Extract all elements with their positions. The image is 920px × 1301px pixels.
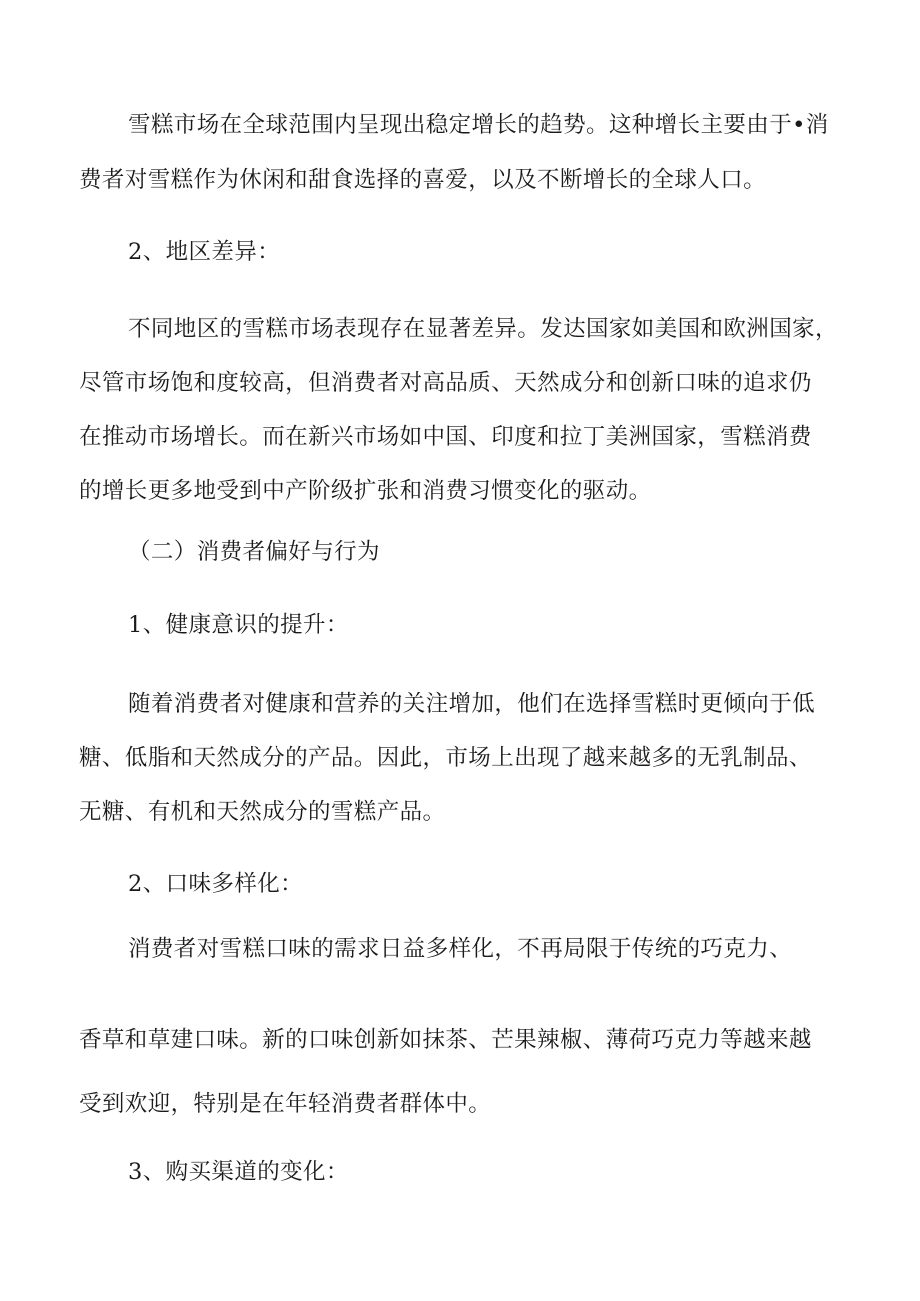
paragraph-regional-line-4: 的增长更多地受到中产阶级扩张和消费习惯变化的驱动。: [79, 478, 652, 504]
paragraph-market-growth-line-2: 费者对雪糕作为休闲和甜食选择的喜爱，以及不断增长的全球人口。: [79, 167, 767, 193]
section-heading-consumer-preferences: （二）消费者偏好与行为: [128, 539, 380, 565]
paragraph-health-line-3: 无糖、有机和天然成分的雪糕产品。: [79, 799, 446, 825]
paragraph-regional-line-1: 不同地区的雪糕市场表现存在显著差异。发达国家如美国和欧洲国家，: [128, 316, 838, 342]
paragraph-flavor-line-2: 香草和草建口味。新的口味创新如抹茶、芒果辣椒、薄荷巧克力等越来越: [79, 1027, 812, 1053]
paragraph-flavor-line-3: 受到欢迎，特别是在年轻消费者群体中。: [79, 1091, 492, 1117]
heading-flavor-diversification: 2、口味多样化：: [128, 871, 304, 897]
heading-health-awareness: 1、健康意识的提升：: [128, 612, 349, 638]
paragraph-health-line-2: 糖、低脂和天然成分的产品。因此，市场上出现了越来越多的无乳制品、: [79, 745, 812, 771]
heading-regional-differences: 2、地区差异：: [128, 239, 281, 265]
paragraph-health-line-1: 随着消费者对健康和营养的关注增加，他们在选择雪糕时更倾向于低: [128, 691, 816, 717]
paragraph-regional-line-3: 在推动市场增长。而在新兴市场如中国、印度和拉丁美洲国家，雪糕消费: [79, 424, 812, 450]
heading-purchase-channels: 3、购买渠道的变化：: [128, 1159, 349, 1185]
paragraph-flavor-line-1: 消费者对雪糕口味的需求日益多样化，不再局限于传统的巧克力、: [128, 936, 793, 962]
paragraph-market-growth-line-1: 雪糕市场在全球范围内呈现出稳定增长的趋势。这种增长主要由于•消: [128, 112, 829, 138]
paragraph-regional-line-2: 尽管市场饱和度较高，但消费者对高品质、天然成分和创新口味的追求仍: [79, 370, 812, 396]
